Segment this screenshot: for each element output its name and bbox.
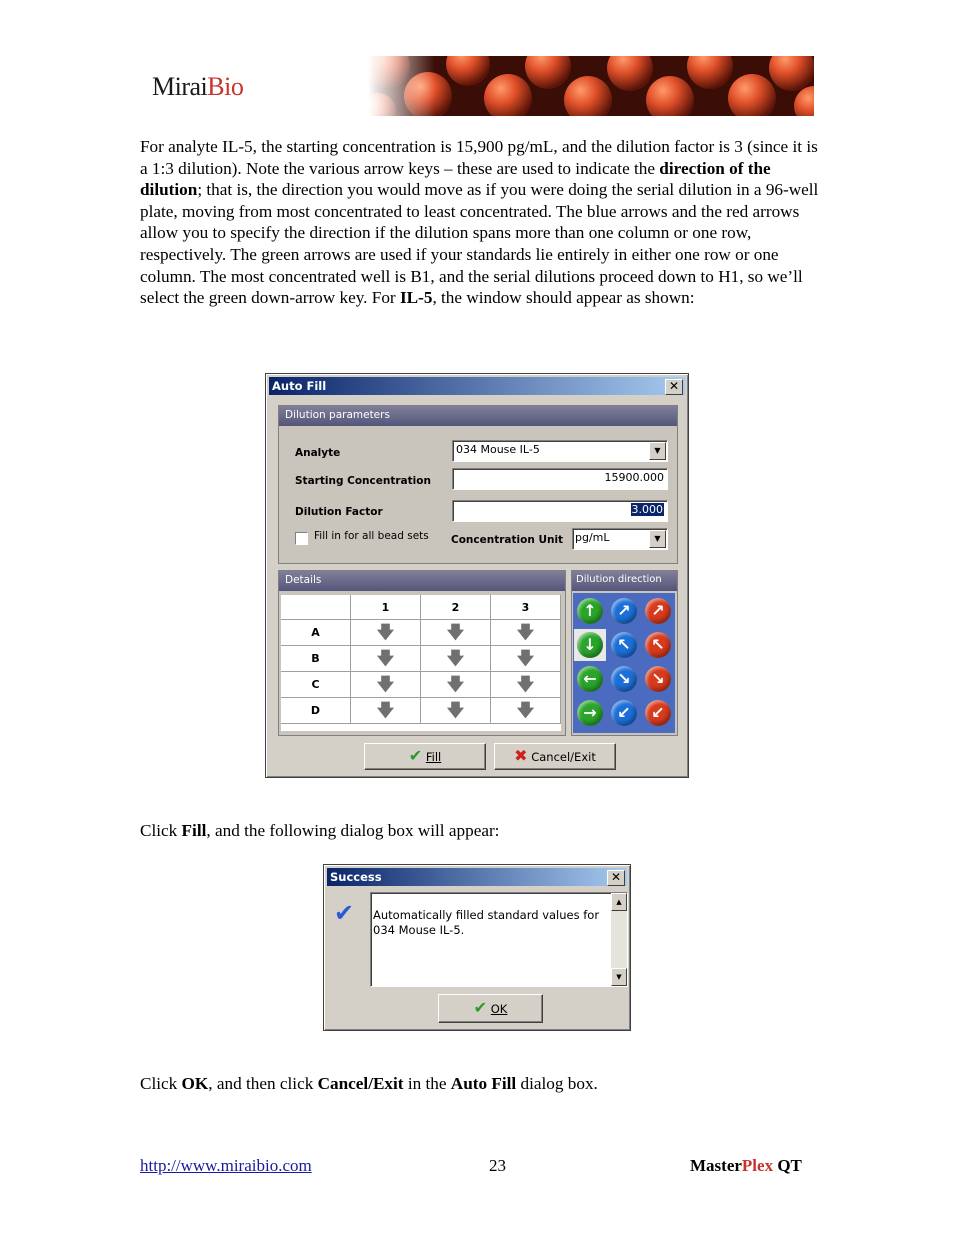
dilution-factor-label: Dilution Factor: [295, 506, 383, 518]
down-arrow-icon: 🡇: [351, 672, 421, 698]
footer-url-link[interactable]: http://www.miraibio.com: [140, 1156, 312, 1175]
down-arrow-icon: 🡇: [351, 646, 421, 672]
header-banner-image: [368, 56, 814, 116]
analyte-label: Analyte: [295, 447, 341, 459]
column-header: 1: [351, 595, 421, 620]
concentration-unit-label: Concentration Unit: [451, 534, 564, 546]
green-up-arrow-button[interactable]: ↑: [577, 598, 603, 624]
row-header: C: [281, 672, 351, 698]
scroll-down-button[interactable]: ▼: [611, 968, 627, 986]
checkmark-icon: ✔: [473, 998, 488, 1017]
blue-down-right-arrow-button[interactable]: ↘: [611, 666, 637, 692]
click-fill-paragraph: Click Fill, and the following dialog box will appear:: [140, 821, 500, 840]
dilution-direction-group: [571, 570, 678, 736]
down-arrow-icon: 🡇: [421, 646, 491, 672]
down-arrow-icon: 🡇: [421, 698, 491, 724]
fill-all-label: Fill in for all bead sets: [314, 530, 429, 542]
auto-fill-titlebar[interactable]: Auto Fill ✕: [269, 377, 685, 395]
row-header: D: [281, 698, 351, 724]
grid-corner: [281, 595, 351, 620]
success-dialog: [323, 864, 631, 1031]
direction-header: Dilution direction: [572, 571, 677, 591]
red-up-left-arrow-button[interactable]: ↖: [645, 632, 671, 658]
close-icon: ✕: [668, 379, 680, 393]
page-number: 23: [489, 1156, 506, 1175]
success-titlebar[interactable]: Success ✕: [327, 868, 627, 886]
red-x-icon: ✖: [514, 746, 528, 765]
blue-up-right-arrow-button[interactable]: ↗: [611, 598, 637, 624]
checkmark-icon: ✔: [408, 746, 423, 765]
row-header: A: [281, 620, 351, 646]
green-left-arrow-button[interactable]: ←: [577, 666, 603, 692]
analyte-select[interactable]: 034 Mouse IL-5 ▼: [452, 440, 668, 462]
chevron-down-icon[interactable]: ▼: [649, 530, 666, 548]
dilution-factor-input[interactable]: 3.000: [452, 500, 668, 522]
chevron-down-icon[interactable]: ▼: [649, 442, 666, 460]
row-header: B: [281, 646, 351, 672]
close-icon: ✕: [610, 870, 622, 884]
green-down-arrow-button[interactable]: ↓: [577, 632, 603, 658]
column-header: 3: [491, 595, 561, 620]
intro-paragraph: For analyte IL-5, the starting concentration is 15,900 pg/mL, and the dilution factor is 3 (since it is a 1:3 dilution). Note the various arrow keys – these are used to indicate the direction of the dilution; that is, the direction you would move as if you were doing the serial dilution in a 96-well plate, moving from most concentrated to least concentrated. The blue arrows and the red arrows allow you to specify the direction if the dilution spans more than one column or one row, respectively. The green arrows are used if your standards lie entirely in either one row or one column. The most concentrated well is B1, and the serial dilutions proceed down to H1, so we’ll select the green down-arrow key. For IL-5, the window should appear as shown:: [140, 137, 819, 308]
details-header: Details: [279, 571, 565, 591]
down-arrow-icon: 🡇: [351, 698, 421, 724]
down-arrow-icon: 🡇: [491, 620, 561, 646]
dilution-parameters-group: [278, 405, 678, 564]
click-ok-paragraph: Click OK, and then click Cancel/Exit in the Auto Fill dialog box.: [140, 1074, 598, 1093]
red-down-left-arrow-button[interactable]: ↙: [645, 700, 671, 726]
blue-down-left-arrow-button[interactable]: ↙: [611, 700, 637, 726]
down-arrow-icon: 🡇: [351, 620, 421, 646]
concentration-unit-select[interactable]: pg/mL ▼: [572, 528, 668, 550]
down-arrow-icon: 🡇: [491, 698, 561, 724]
down-arrow-icon: 🡇: [491, 646, 561, 672]
column-header: 2: [421, 595, 491, 620]
message-box: [370, 892, 628, 987]
close-button[interactable]: [607, 870, 625, 886]
close-button[interactable]: [665, 379, 683, 395]
red-down-right-arrow-button[interactable]: ↘: [645, 666, 671, 692]
checkmark-icon: ✔: [334, 899, 355, 927]
down-arrow-icon: 🡇: [421, 672, 491, 698]
auto-fill-dialog: [265, 373, 689, 778]
miraibio-logo: MiraiBio: [152, 72, 244, 101]
down-arrow-icon: 🡇: [491, 672, 561, 698]
blue-up-left-arrow-button[interactable]: ↖: [611, 632, 637, 658]
fill-all-checkbox[interactable]: [295, 532, 308, 545]
message-text: Automatically filled standard values for 034 Mouse IL-5.: [373, 908, 600, 937]
starting-concentration-input[interactable]: 15900.000: [452, 468, 668, 490]
red-up-right-arrow-button[interactable]: ↗: [645, 598, 671, 624]
group-header: Dilution parameters: [279, 406, 677, 426]
details-group: [278, 570, 566, 736]
direction-button-panel: [573, 593, 675, 733]
scroll-up-button[interactable]: ▲: [611, 893, 627, 911]
ok-button[interactable]: ✔ OK: [438, 994, 543, 1023]
details-grid: [281, 595, 561, 731]
product-name: MasterPlex QT: [690, 1156, 802, 1175]
green-right-arrow-button[interactable]: →: [577, 700, 603, 726]
fill-button[interactable]: ✔ Fill: [364, 743, 486, 770]
down-arrow-icon: 🡇: [421, 620, 491, 646]
cancel-exit-button[interactable]: ✖ Cancel/Exit: [494, 743, 616, 770]
starting-concentration-label: Starting Concentration: [295, 475, 431, 487]
scrollbar[interactable]: [611, 893, 627, 986]
